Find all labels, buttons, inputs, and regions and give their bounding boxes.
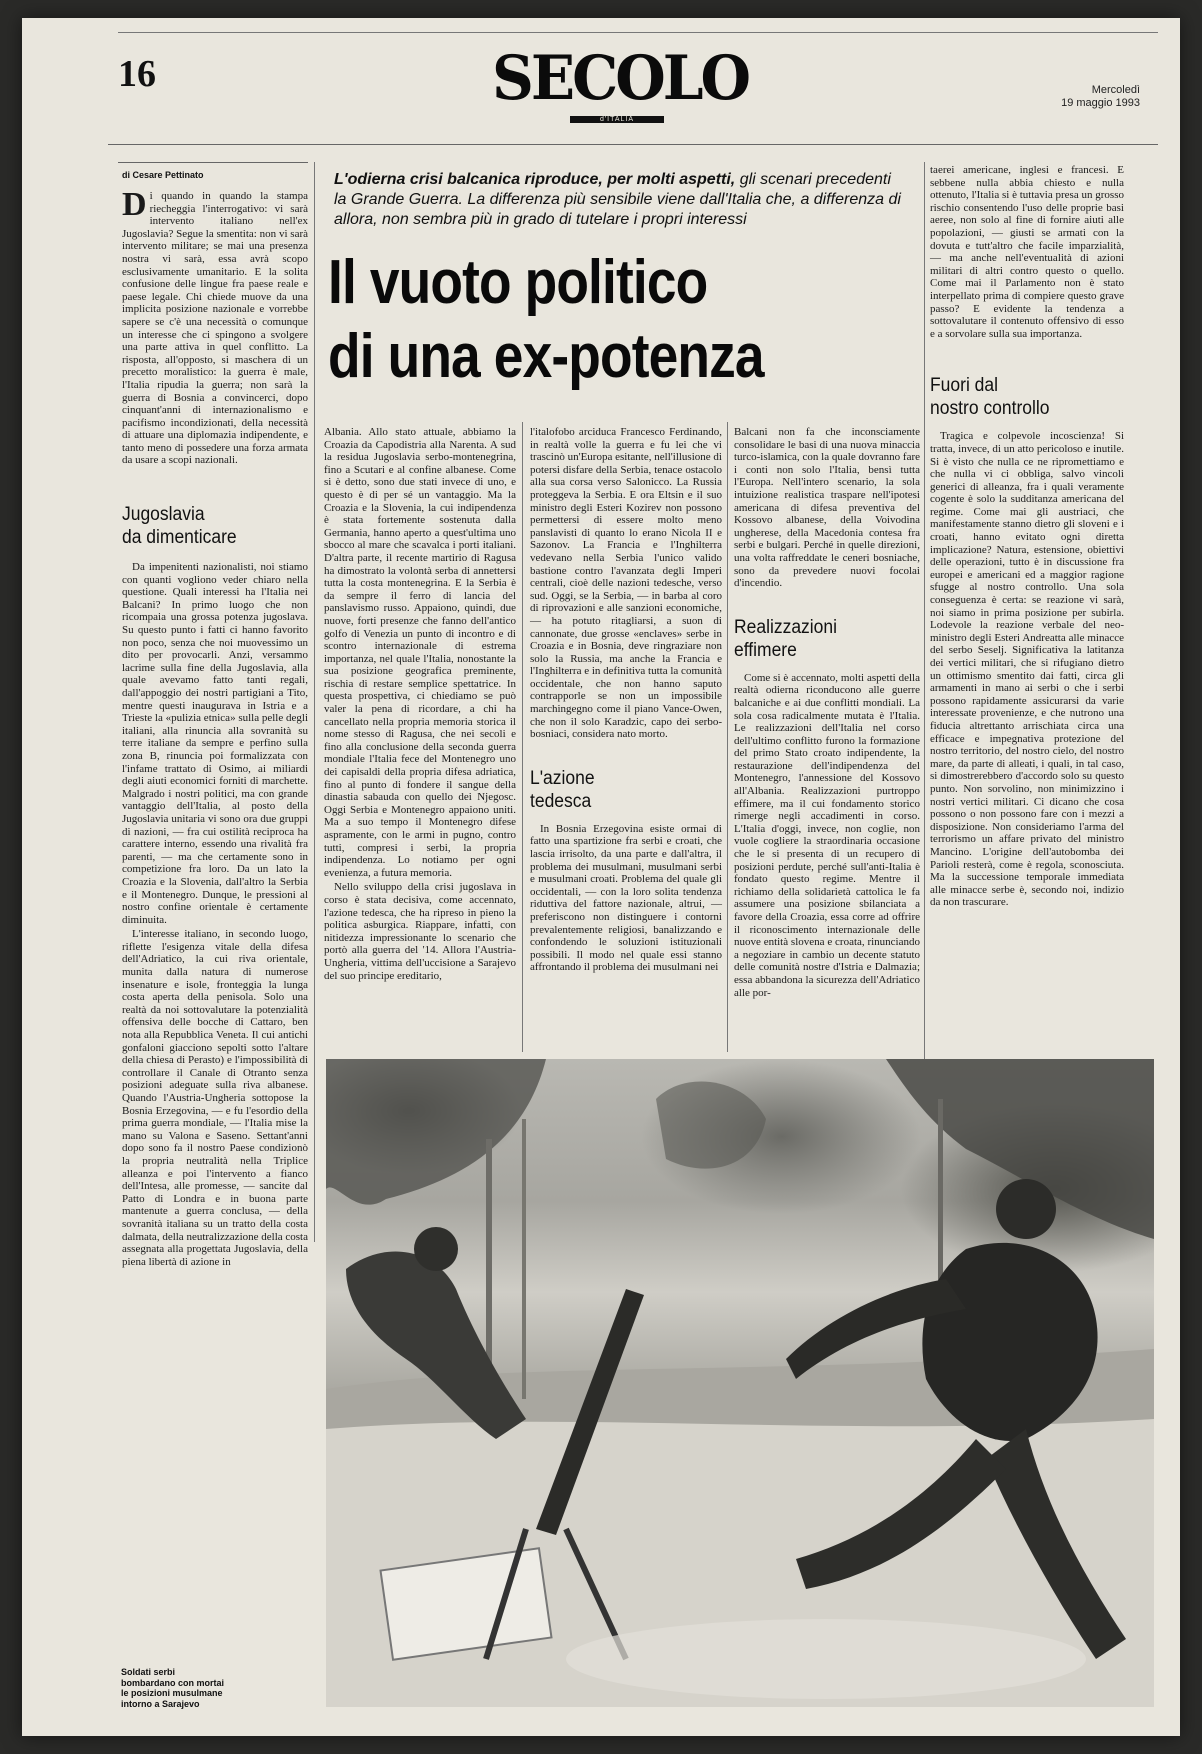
col2-body [324,426,516,982]
drop-cap: D [122,186,147,223]
date-day: Mercoledì [1091,84,1140,96]
photo-caption: Soldati serbi bombardano con mortai le posizioni musulmane intorno a Sarajevo [121,1667,225,1709]
news-photo [326,1059,1154,1707]
dust [566,1619,1086,1699]
subhead-line-2: effimere [734,639,797,661]
subhead-jugoslavia [122,503,293,549]
subhead-fuori-controllo [930,374,1108,420]
paragraph: In Bosnia Erzegovina esiste ormai di fatto una spartizione fra serbi e croati, che lascia irrisolto, da una parte e dall'altra, il problema dei musulmani, musulmani serbi e musulmani croati. Problema del quale gli occidentali, — con la loro solita tendenza riduttiva del fattore nazionale, altrui, — preferiscono non distinguere i contorni prevalentemente religiosi, banalizzando e confondendo le soluzioni istituzionali possibili. Il modo nel quale essi stanno affrontando il problema dei musulmani nei [530,822,722,974]
col1-intro-text: i quando in quando la stampa riecheggia l'interrogativo: vi sarà intervento italiano nell'ex Jugoslavia? Segue la smentita: non vi sarà intervento militare; se mai una presenza nostra vi sarà, essa avrà scopo esclusivamente umanitario. E la solita confusione delle lingue fra paese reale e paese legale. Chi chiede muove da una implicita posizione nazionale e vorrebbe sapere se c'è una necessità o comunque un interesse che ci spingono a svolgere una parte attiva in quel conflitto. La risposta, all'opposto, si maschera di un precetto moralistico: la guerra è male, l'Italia ripudia la guerra; non sarà la guerra di Bosnia a convincerci, dopo cinquant'anni di internazionalismo e pacifismo incondizionati, della necessità di attuare una diplomazia indipendente, e tanto meno di possedere una forza armata da usare a scopi nazionali. [122,190,308,467]
paragraph: Albania. Allo stato attuale, abbiamo la Croazia da Capodistria alla Narenta. A sud la residua Jugoslavia serbo-montenegrina, fino a Scutari e al confine albanese. Come si è detto, sono due stati invece di uno, e questo è di per sé un vantaggio. Ma la Croazia e la Slovenia, la cui indipendenza è stata fortemente sostenuta dalla Germania, hanno aperto a quest'ultima uno sbocco al mare che scavalca i porti italiani. D'altra parte, il recente martirio di Ragusa ha dimostrato la volontà serba di annettersi tutta la costa montenegrina. E la Serbia è da sempre il ferro di lancia del panslavismo russo. Appaiono, quindi, due nuove, forti presenze che fanno dell'antico golfo di Venezia un punto di incontro e di scontro internazionale di estrema importanza, nel quale l'Italia, nonostante la sua posizione geografica preminente, rischia di restare semplice spettatrice. In questa prospettiva, ci chiediamo se può valer la pena di ricordare, a chi ha cancellato nella propria memoria storica il nome stesso di Ragusa, che nei secoli e fino alla conclusione della seconda guerra mondiale l'Italia fece del Montenegro uno dei capisaldi della propria difesa adriatica, fino al punto di fondere il sangue della dinastia sabauda con quello dei Njegosc. Oggi Serbia e Montenegro appaiono uniti. Ma a suo tempo il Montenegro difese aspramente, con le armi in pugno, contro tutti, compresi i serbi, la propria indipendenza. Lo notiamo per ogni evenienza, a futura memoria. [324,426,516,879]
column-3 [530,426,722,976]
col4-body [734,426,920,590]
column-rule [727,422,728,1052]
col4-body-2 [734,672,920,999]
col3-body [530,426,722,741]
dateline [1030,84,1140,110]
headline-line-1: Il vuoto politico [328,248,708,317]
column-5 [930,164,1124,911]
paragraph: Nello sviluppo della crisi jugoslava in corso è stata decisiva, come accennato, l'azione tedesca, che ha ripreso in pieno la politica asburgica. Riappare, infatti, con nitidezza impressionante lo scenario che portò alla guerra del '14. Allora l'Austria-Ungheria, vittima dell'uccisione a Sarajevo del suo principe ereditario, [324,881,516,982]
column-4 [734,426,920,1001]
tree [656,1082,766,1169]
col5-body [930,164,1124,340]
kicker-text: gli scenari precedenti la Grande Guerra. La differenza più sensibile viene dall'Italia che, a differenza di allora, non sembra più in grado di tutelare i propri interessi [334,171,901,228]
subhead-azione-tedesca [530,767,707,813]
paragraph: l'italofobo arciduca Francesco Ferdinando, in realtà volle la guerra e fu lei che vi trascinò un'Europa esitante, nell'illusione di potersi disfare della Serbia, tenace ostacolo alla sua corsa verso Salonicco. La Russia proteggeva la Serbia. E ora Eltsin e il suo ministro degli Esteri Kozirev non possono permettersi di essere molto meno panslavisti di quanto lo erano Nicola II e Sazonov. La Francia e l'Inghilterra vedevano nella Serbia l'unico valido bastione contro l'avanzata degli Imperi centrali, cioè delle nazioni tedesche, verso sud. Oggi, se la Serbia, — in barba al coro di riprovazioni e alle sanzioni economiche, — ha potuto ritagliarsi, a suon di cannonate, due grosse «enclaves» serbe in Croazia e in Bosnia, deve ringraziare non solo la Russia, ma anche la Francia e l'Inghilterra e in definitiva tutta la comunità occidentale, che non hanno saputo contrapporle se non un impossibile marchingegno come il piano Vance-Owen, che non il solo Karadzic, capo dei serbo-bosniaci, considera nato morto. [530,426,722,741]
soldier-head [996,1179,1056,1239]
paragraph: Tragica e colpevole incoscienza! Si tratta, invece, di un atto pericoloso e inutile. Si è visto che nulla ce ne ripromettiamo e che nulla vi ci obbliga, salvo vincoli generici di alleanza, fra i quali veramente cogente è solo la sudditanza americana del regime. Come mai gli austriaci, che manifestamente stanno dietro gli sloveni e i croati, hanno evitato ogni diretta implicazione? Natura, estensione, obiettivi delle operazioni, tutto è in discussione fra europei e americani ed a maggior ragione sfugge al nostro controllo. Una sola conseguenza è certa: se reazione vi sarà, noi siamo in prima posizione per subirla. Lodevole la reazione verbale del neo-ministro degli Esteri Andreatta alle minacce del serbo Seselj. Significativa la latitanza dei vertici militari, che si rifugiano dietro un ottimismo smentito dai fatti, circa gli armamenti in mano ai serbi o che i serbi possono rapidamente assicurarsi da varie interessate provenienze, e che nutrono una fiducia altrettanto arrischiata circa una efficace e impegnativa protezione del nostro territorio, del nostro cielo, del nostro mare, da parte di alleati, i quali, in tal caso, si dimostrerebbero d'accordo solo su questo punto. Non sorvolino, non minimizzino i nostri vertici militari. Ci dicano che cosa possono o non possono fare con i mezzi a disposizione. Non consideriamo l'arma del terrorismo un affare privato del ministro Mancino. L'origine dell'autobomba dei Parioli resterà, come è regola, sconosciuta. Ma la successione temporale immediata alle minacce serbe è, secondo noi, indizio da non trascurare. [930,430,1124,909]
soldier-head [414,1227,458,1271]
article-headline [328,246,827,394]
subhead-line-1: L'azione [530,767,595,789]
paragraph: Balcani non fa che inconsciamente consolidare le basi di una nuova minaccia turco-islamica, con la quale dovranno fare i conti non solo l'Italia, bensì tutta l'Europa. Nell'intero scenario, la sola intuizione realistica traspare nell'ipotesi americana di difesa preventiva del Kossovo albanese, della Voivodina ungherese, della Macedonia contesa fra serbi e bulgari. Perché in quelle direzioni, una volta raffreddate le ceneri bosniache, sono da prevedere nuovi focolai d'incendio. [734,426,920,590]
top-rule [118,32,1158,33]
col1-intro [122,186,308,467]
paragraph: L'interesse italiano, in secondo luogo, riflette l'esigenza vitale della difesa dell'Adriatico, la cui riva orientale, munita dalla natura di numerose insenature e isole, fronteggia la lunga costa aperta della penisola. Solo una realtà da noi sottovalutare la potenzialità offensiva delle bocche di Cattaro, ben nota alla Repubblica Veneta. Il cui antichi gonfaloni giacciono sepolti sotto l'altare della chiesa di Perasto) e l'impossibilità di controllare il Canale di Otranto senza posizioni adeguate sulla riva albanese. Quando l'Austria-Ungheria sottopose la Bosnia Erzegovina, — e fu l'esordio della prima guerra mondiale, — l'Italia mise la mano su Valona e Saseno. Settant'anni dopo sono fa il nostro Paese condizionò la propria neutralità nella Triplice alleanza e poi l'intervento a fianco dell'Intesa, alle promesse, — sancite dal Patto di Londra e in buona parte mantenute a guerra conclusa, — della sovranità italiana su un tratto della costa dalmata, della neutralizzazione della costa assegnata alla progettata Jugoslavia, della piena libertà di azione in [122,928,308,1268]
column-1 [122,170,308,1270]
masthead-subtitle: d'ITALIA [570,116,664,123]
masthead-title: SECOLO [492,42,749,114]
column-rule [522,422,523,1052]
col1-body [122,561,308,1268]
paragraph: taerei americane, inglesi e francesi. E sebbene nulla abbia chiesto e nulla ottenuto, l'Italia si è tuttavia presa un grosso rischio consentendo l'uso delle proprie basi aeree, non solo al fine di fornire aiuti alle popolazioni, — giusti se armati con la dovuta e tutt'altro che facile imparzialità, — ma anche nell'eventualità di azioni militari di altri contro questo o quello. Come mai il Parlamento non è stato interpellato prima di compiere questo grave passo? E evidente la tendenza a sottovalutare il contenuto offensivo di esso e a sorvolare sulla sua importanza. [930,164,1124,340]
subhead-line-2: tedesca [530,790,592,812]
subhead-line-1: Realizzazioni [734,616,837,638]
subhead-realizzazioni [734,616,905,662]
tree-trunk [522,1119,526,1399]
subhead-line-1: Jugoslavia [122,504,205,526]
headline-line-2: di una ex-potenza [328,322,764,391]
byline: di Cesare Pettinato [122,170,204,180]
col3-body-2 [530,823,722,974]
column-rule [924,162,925,1062]
photo-scene [326,1059,1154,1707]
article-kicker [334,170,904,230]
paragraph: Da impenitenti nazionalisti, noi stiamo con quanti vogliono veder chiaro nella questione. Quali interessi ha l'Italia nei Balcani? In primo luogo che non ricompaia una grossa potenza jugoslava. Su questo punto i fatti ci hanno favorito non poco, senza che noi muovessimo un dito per provocarli. Anzi, versammo lacrime sulla fine della Jugoslavia, alla quale avevamo fatto tanti regali, dall'appoggio dei nostri partigiani a Tito, mentre questi inaugurava in Istria e a Trieste la «pulizia etnica» sulla pelle degli italiani, alla rinuncia alla sovranità su terre italiane da sempre e perfino sulla zona B, rinuncia poi formalizzata con l'infame trattato di Osimo, ai miliardi degli aiuti economici forniti di marchette. Malgrado i nostri politici, ma con grande vantaggio dell'Italia, al posto della Jugoslavia unitaria vi sono ora due gruppi di nazioni, — fra cui ostilità reciproca ha carattere interno, essendo una rivalità fra parenti, — ma che certamente sono in competizione fra loro. Da un lato la Croazia e la Slovenia, dall'altro la Serbia e il Montenegro. Dunque, le pressioni al nostro confine orientale è certamente diminuita. [122,561,308,926]
header-rule [108,144,1158,145]
column-top-rule [118,162,308,163]
kicker-bold: L'odierna crisi balcanica riproduce, per molti aspetti, [334,171,736,188]
column-2 [324,426,516,984]
subhead-line-2: da dimenticare [122,527,237,549]
date: 19 maggio 1993 [1061,97,1140,109]
paragraph: Come si è accennato, molti aspetti della realtà odierna riconducono alle guerre balcaniche e ai due conflitti mondiali. La sola cosa radicalmente mutata è l'Italia. Le realizzazioni dell'Italia nel corso dell'ultimo conflitto furono la formazione del primo Stato croato indipendente, la restaurazione dell'indipendenza del Montenegro, l'annessione del Kossovo all'Albania. Realizzazioni purtroppo effimere, ma il cui fondamento storico rimerge negli accadimenti in corso. L'Italia d'oggi, invece, non coglie, non vuole cogliere la straordinaria occasione che le si presenta di un recupero di posizioni perdute, perché sull'anti-Italia è fondato questo regime. Mentre il richiamo della solidarietà cattolica le fa assumere una posizione sbilanciata a favore della Croazia, essa corre ad offrire il riconoscimento internazionale delle nuove entità slovena e croata, rinunciando a negoziare in cambio un decente statuto delle comunità nostre d'Istria e Dalmazia; essa abbandona la sicurezza dell'Adriatico alle por- [734,671,920,999]
newspaper-page [22,18,1180,1736]
subhead-line-1: Fuori dal [930,375,999,397]
subhead-line-2: nostro controllo [930,398,1050,420]
column-rule [314,162,315,1242]
page-number: 16 [118,53,156,95]
col5-body-2 [930,430,1124,909]
masthead [492,42,749,126]
tree [326,1059,546,1205]
